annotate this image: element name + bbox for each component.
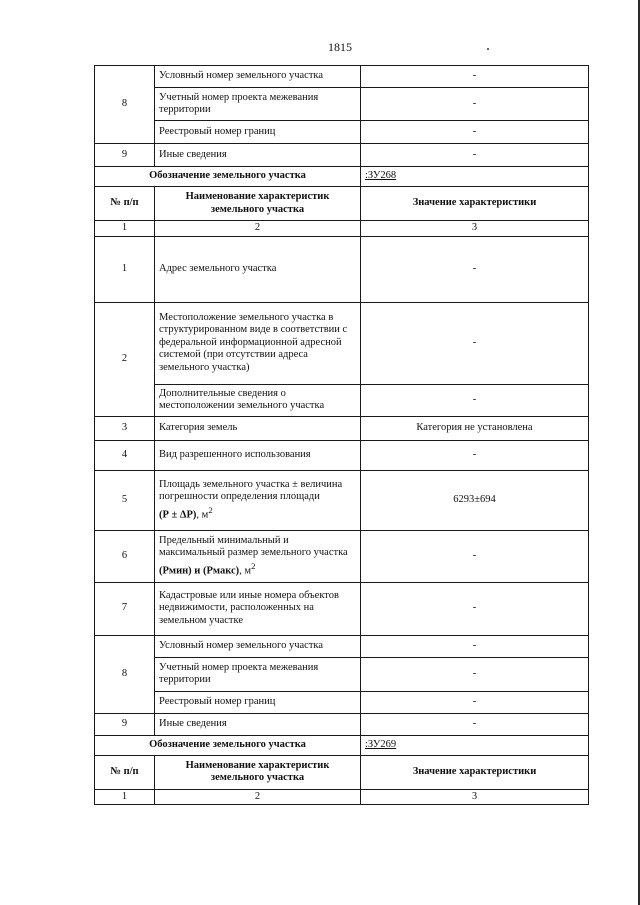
- characteristic-value: 6293±694: [361, 470, 589, 530]
- characteristic-name: Условный номер земельного участка: [155, 635, 361, 657]
- index-cell: 1: [95, 789, 155, 805]
- characteristic-name: [155, 470, 361, 530]
- characteristic-value: -: [361, 88, 589, 121]
- scan-speck: [487, 48, 489, 50]
- section-caption-row: [95, 735, 589, 755]
- row-number: 3: [95, 416, 155, 440]
- characteristic-name: Кадастровые или иные номера объектов недвижимости, расположенных на земельном участке: [155, 582, 361, 635]
- unit-superscript: 2: [251, 560, 256, 571]
- header-value: Значение характеристики: [361, 755, 589, 789]
- characteristic-name: Вид разрешенного использования: [155, 440, 361, 470]
- row-number: 8: [95, 635, 155, 713]
- header-name: Наименование характеристик земельного участка: [155, 755, 361, 789]
- header-value: Значение характеристики: [361, 187, 589, 221]
- characteristic-formula: (Рмин) и (Рмакс): [159, 565, 240, 576]
- land-plot-table: [94, 65, 589, 805]
- row-number: 7: [95, 582, 155, 635]
- characteristic-name: Дополнительные сведения о местоположении земельного участка: [155, 384, 361, 416]
- characteristic-name: Учетный номер проекта межевания территории: [155, 88, 361, 121]
- characteristic-name: Местоположение земельного участка в структурированном виде в соответствии с федеральной информационной адресной системой (при отсутствии адреса земельного участка): [155, 302, 361, 384]
- plot-code: :ЗУ268: [361, 167, 589, 187]
- characteristic-name: Учетный номер проекта межевания территории: [155, 657, 361, 691]
- characteristic-value: -: [361, 236, 589, 302]
- plot-code: :ЗУ269: [361, 735, 589, 755]
- row-number: 5: [95, 470, 155, 530]
- characteristic-name: Иные сведения: [155, 144, 361, 167]
- characteristic-name: Реестровый номер границ: [155, 691, 361, 713]
- section-caption: Обозначение земельного участка: [95, 735, 361, 755]
- characteristic-name: Категория земель: [155, 416, 361, 440]
- characteristic-value: -: [361, 302, 589, 384]
- header-num: № п/п: [95, 187, 155, 221]
- index-row: [95, 221, 589, 237]
- characteristic-unit: , м: [239, 565, 252, 576]
- characteristic-value: -: [361, 66, 589, 88]
- characteristic-value: -: [361, 121, 589, 144]
- table-row: [95, 88, 589, 121]
- page-number: 1815: [328, 40, 352, 54]
- index-cell: 2: [155, 221, 361, 237]
- index-cell: 2: [155, 789, 361, 805]
- section-caption-row: [95, 167, 589, 187]
- table-row: [95, 66, 589, 88]
- characteristic-name: [155, 530, 361, 582]
- table-row: [95, 470, 589, 530]
- characteristic-value: -: [361, 440, 589, 470]
- characteristic-value: -: [361, 582, 589, 635]
- section-caption: Обозначение земельного участка: [95, 167, 361, 187]
- row-number: 4: [95, 440, 155, 470]
- row-number: 9: [95, 713, 155, 735]
- characteristic-name: Реестровый номер границ: [155, 121, 361, 144]
- table-row: [95, 657, 589, 691]
- characteristic-formula: (Р ± ΔР): [159, 509, 197, 520]
- index-row: [95, 789, 589, 805]
- index-cell: 3: [361, 221, 589, 237]
- unit-superscript: 2: [208, 504, 213, 515]
- row-number: 2: [95, 302, 155, 416]
- characteristic-label: Предельный минимальный и максимальный размер земельного участка: [159, 534, 348, 558]
- characteristic-value: -: [361, 384, 589, 416]
- table-row: [95, 302, 589, 384]
- row-number: 1: [95, 236, 155, 302]
- characteristic-name: Иные сведения: [155, 713, 361, 735]
- table-row: [95, 121, 589, 144]
- header-num: № п/п: [95, 755, 155, 789]
- table-row: [95, 440, 589, 470]
- characteristic-label: Площадь земельного участка ± величина погрешности определения площади: [159, 478, 343, 502]
- table-row: [95, 236, 589, 302]
- characteristic-value: -: [361, 713, 589, 735]
- table-row: [95, 530, 589, 582]
- table-row: [95, 144, 589, 167]
- table-row: [95, 635, 589, 657]
- characteristic-unit: , м: [196, 509, 209, 520]
- header-row: [95, 187, 589, 221]
- table-row: [95, 713, 589, 735]
- characteristic-value: -: [361, 144, 589, 167]
- row-number: 9: [95, 144, 155, 167]
- index-cell: 3: [361, 789, 589, 805]
- characteristic-name: Условный номер земельного участка: [155, 66, 361, 88]
- header-row: [95, 755, 589, 789]
- characteristic-value: Категория не установлена: [361, 416, 589, 440]
- table-row: [95, 691, 589, 713]
- characteristic-name: Адрес земельного участка: [155, 236, 361, 302]
- row-number: 8: [95, 66, 155, 144]
- characteristic-value: -: [361, 657, 589, 691]
- characteristic-value: -: [361, 691, 589, 713]
- table-row: [95, 582, 589, 635]
- row-number: 6: [95, 530, 155, 582]
- header-name: Наименование характеристик земельного участка: [155, 187, 361, 221]
- table-row: [95, 384, 589, 416]
- characteristic-value: -: [361, 530, 589, 582]
- table-row: [95, 416, 589, 440]
- characteristic-value: -: [361, 635, 589, 657]
- index-cell: 1: [95, 221, 155, 237]
